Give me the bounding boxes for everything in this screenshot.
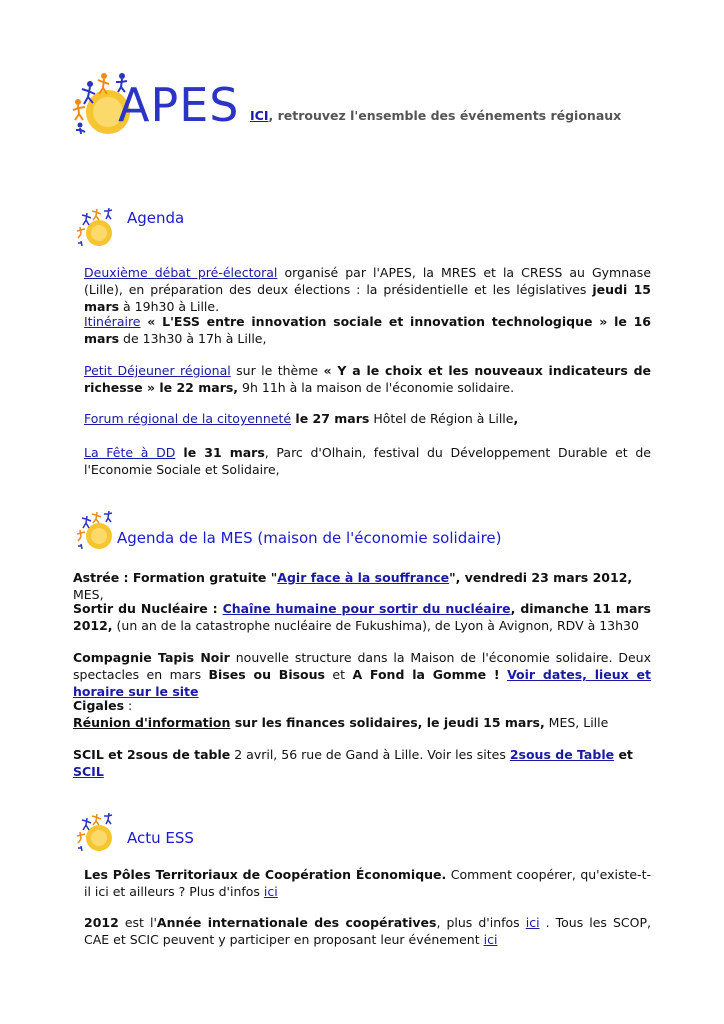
annee-ici-link-1[interactable]: ici (525, 915, 540, 930)
header-tagline: ICI, retrouvez l'ensemble des événements régionaux (250, 108, 622, 123)
tapis-noir-link[interactable]: Voir dates, lieux et horaire sur le site (73, 667, 652, 699)
actu-poles: Les Pôles Territoriaux de Coopération Économique. Comment coopérer, qu'existe-t-il ici et ailleurs ? Plus d'infos ici (84, 867, 651, 899)
itineraire-link[interactable]: Itinéraire (84, 314, 141, 329)
actu-title: Actu ESS (127, 829, 194, 847)
cigales-link[interactable]: Réunion d'information (73, 715, 231, 730)
mes-cigales: Cigales : Réunion d'information sur les finances solidaires, le jeudi 15 mars, MES, Lille (73, 698, 609, 730)
petit-dejeuner-link[interactable]: Petit Déjeuner régional (84, 363, 231, 378)
mes-nucleaire: Sortir du Nucléaire : Chaîne humaine pour sortir du nucléaire, dimanche 11 mars 2012, (un an de la catastrophe nucléaire de Fukushima), de Lyon à Avignon, RDV à 13h30 (73, 601, 651, 633)
mes-tapis-noir: Compagnie Tapis Noir nouvelle structure dans la Maison de l'économie solidaire. Deux spectacles en mars Bises ou Bisous et A Fond la Gomme ! Voir dates, lieux et horaire sur le site (73, 650, 652, 699)
annee-ici-link-2[interactable]: ici (483, 932, 498, 947)
forum-link[interactable]: Forum régional de la citoyenneté (84, 411, 292, 426)
header-ici-link[interactable]: ICI (250, 108, 269, 123)
mes-title: Agenda de la MES (maison de l'économie solidaire) (117, 529, 502, 547)
actu-annee: 2012 est l'Année internationale des coopératives, plus d'infos ici . Tous les SCOP, CAE et SCIC peuvent y participer en proposant leur événement ici (84, 915, 651, 947)
actu-section-icon (75, 810, 115, 854)
agenda-item-debat: Deuxième débat pré-électoral organisé par l'APES, la MRES et la CRESS au Gymnase (Lille), en préparation des deux élections : la présidentielle et les législatives jeudi 15 mars à 19h30 à Lille. (84, 265, 652, 314)
mes-scil: SCIL et 2sous de table 2 avril, 56 rue de Gand à Lille. Voir les sites 2sous de Table et SCIL (73, 747, 633, 779)
agenda-item-forum: Forum régional de la citoyenneté le 27 mars Hôtel de Région à Lille, (84, 411, 519, 426)
scil-link[interactable]: SCIL (73, 764, 104, 779)
nucleaire-link[interactable]: Chaîne humaine pour sortir du nucléaire (222, 601, 511, 616)
agenda-section-icon (75, 205, 115, 249)
apes-logo (70, 70, 240, 140)
agenda-item-fete-dd: La Fête à DD le 31 mars, Parc d'Olhain, festival du Développement Durable et de l'Economie Sociale et Solidaire, (84, 445, 652, 477)
astree-link[interactable]: Agir face à la souffrance (277, 570, 450, 585)
fete-dd-link[interactable]: La Fête à DD (84, 445, 176, 460)
agenda-item-petit-dejeuner: Petit Déjeuner régional sur le thème « Y a le choix et les nouveaux indicateurs de richesse » le 22 mars, 9h 11h à la maison de l'économie solidaire. (84, 363, 651, 395)
mes-astree: Astrée : Formation gratuite "Agir face à la souffrance", vendredi 23 mars 2012, MES, (73, 570, 633, 602)
agenda-title: Agenda (127, 209, 185, 227)
logo-text: APES (118, 78, 240, 132)
2sous-link[interactable]: 2sous de Table (509, 747, 615, 762)
mes-section-icon (75, 508, 115, 552)
poles-ici-link[interactable]: ici (263, 884, 278, 899)
agenda-item-itineraire: Itinéraire « L'ESS entre innovation sociale et innovation technologique » le 16 mars de 13h30 à 17h à Lille, (84, 314, 651, 346)
debat-link[interactable]: Deuxième débat pré-électoral (84, 265, 278, 280)
